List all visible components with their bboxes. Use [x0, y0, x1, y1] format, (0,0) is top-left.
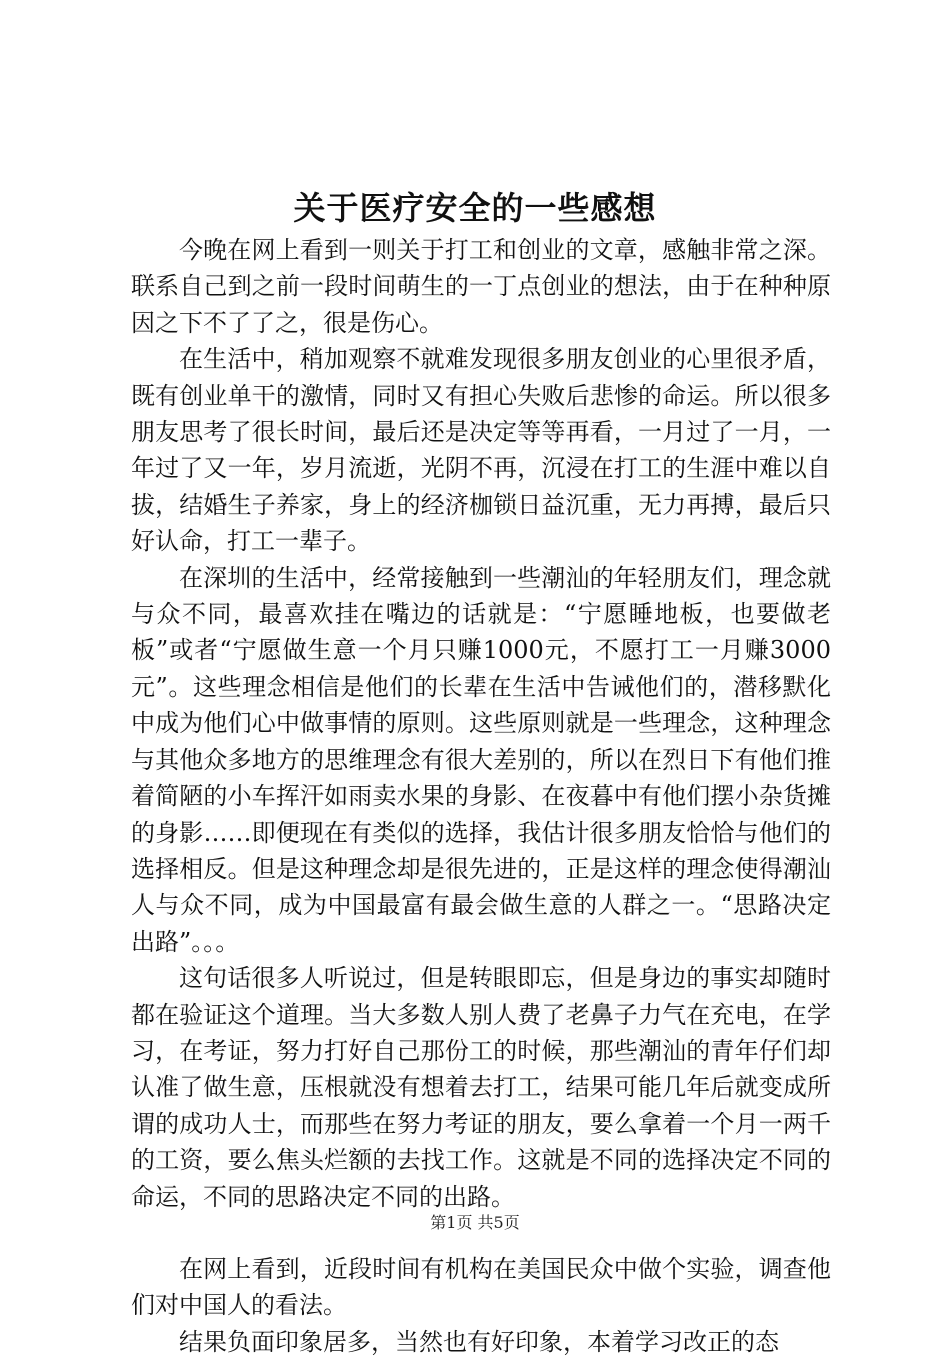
paragraph: 这句话很多人听说过，但是转眼即忘，但是身边的事实却随时都在验证这个道理。当大多数人别人费了老鼻子力气在充电，在学习，在考证，努力打好自己那份工的时候，那些潮汕的青年仔们却认准了做生意，压根就没有想着去打工，结果可能几年后就变成所谓的成功人士，而那些在努力考证的朋友，要么拿着一个月一两千的工资，要么焦头烂额的去找工作。这就是不同的选择决定不同的命运，不同的思路决定不同的出路。 — [131, 964, 831, 1211]
paragraph: 结果负面印象居多，当然也有好印象，本着学习改正的态 — [179, 1327, 779, 1356]
paragraph: 在深圳的生活中，经常接触到一些潮汕的年轻朋友们，理念就与众不同，最喜欢挂在嘴边的话就是：“宁愿睡地板，也要做老板”或者“宁愿做生意一个月只赚1000元，不愿打工一月赚3000元”。这些理念相信是他们的长辈在生活中告诫他们的，潜移默化中成为他们心中做事情的原则。这些原则就是一些理念，这种理念与其他众多地方的思维理念有很大差别的，所以在烈日下有他们推着简陋的小车挥汗如雨卖水果的身影、在夜暮中有他们摆小杂货摊的身影……即便现在有类似的选择，我估计很多朋友恰恰与他们的选择相反。但是这种理念却是很先进的，正是这样的理念使得潮汕人与众不同，成为中国最富有最会做生意的人群之一。“思路决定出路”。。。 — [131, 563, 831, 956]
paragraph: 在生活中，稍加观察不就难发现很多朋友创业的心里很矛盾，既有创业单干的激情，同时又有担心失败后悲惨的命运。所以很多朋友思考了很长时间，最后还是决定等等再看，一月过了一月，一年过了又一年，岁月流逝，光阴不再，沉浸在打工的生涯中难以自拔，结婚生子养家，身上的经济枷锁日益沉重，无力再搏，最后只好认命，打工一辈子。 — [131, 345, 831, 556]
document-body — [131, 232, 831, 1360]
paragraph: 今晚在网上看到一则关于打工和创业的文章，感触非常之深。联系自己到之前一段时间萌生的一丁点创业的想法，由于在种种原因之下不了了之，很是伤心。 — [131, 236, 831, 337]
document-title: 关于医疗安全的一些感想 — [293, 189, 657, 227]
page-number: 第1页 共5页 — [430, 1213, 520, 1232]
paragraph: 在网上看到，近段时间有机构在美国民众中做个实验，调查他们对中国人的看法。 — [131, 1254, 831, 1320]
